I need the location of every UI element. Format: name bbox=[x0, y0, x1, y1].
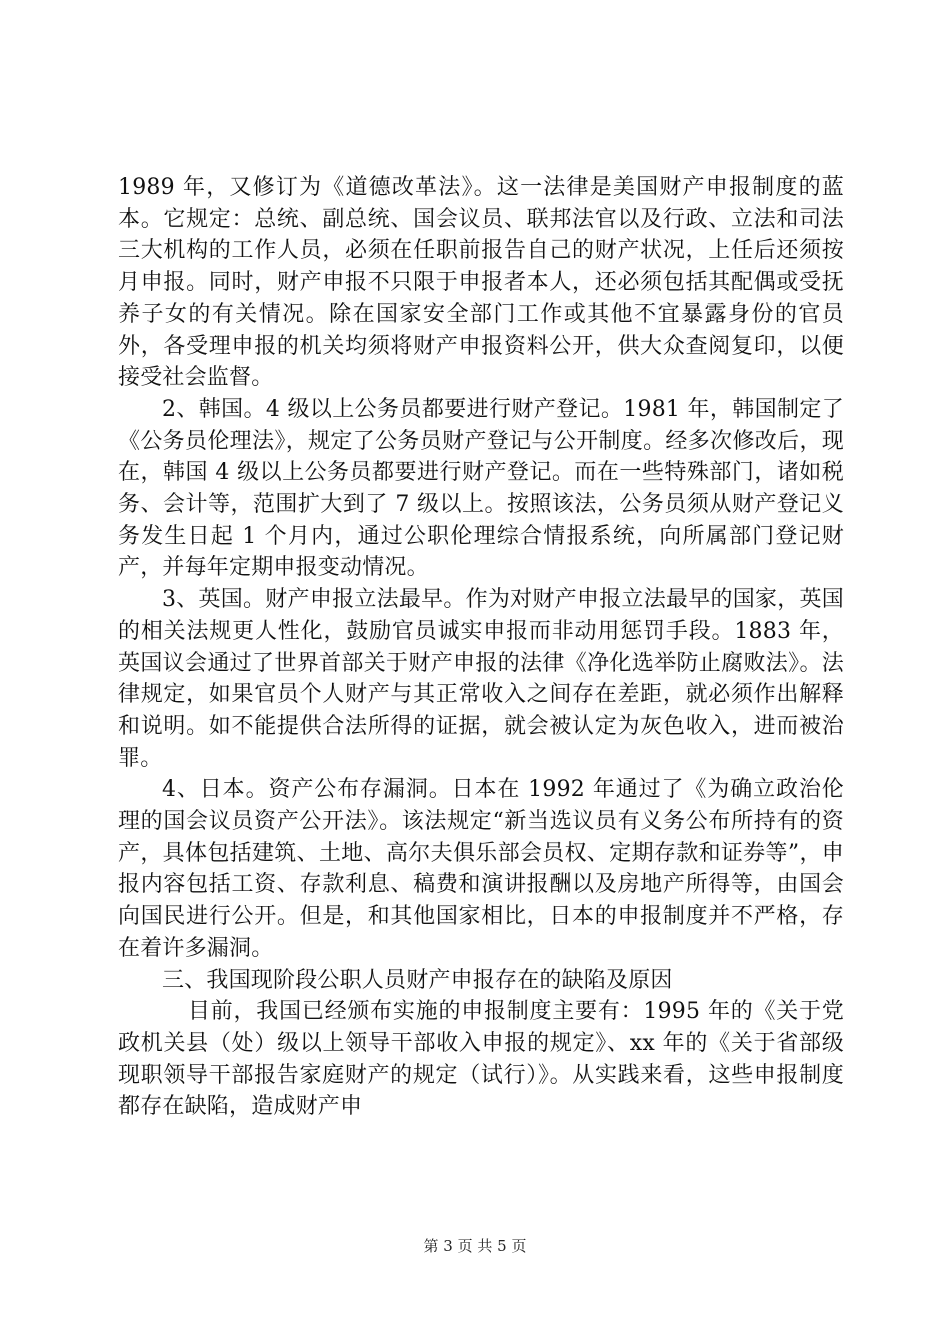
paragraph-korea: 2、韩国。4 级以上公务员都要进行财产登记。1981 年，韩国制定了《公务员伦理法》，规定了公务员财产登记与公开制度。经多次修改后，现在，韩国 4 级以上公务员都要进行财产登记。而在一些特殊部门，诸如税务、会计等，范围扩大到了 7 级以上。按照该法，公务员须从财产登记义务发生日起 1 个月内，通过公职伦理综合情报系统，向所属部门登记财产，并每年定期申报变动情况。 bbox=[118, 396, 844, 581]
paragraph-uk: 3、英国。财产申报立法最早。作为对财产申报立法最早的国家，英国的相关法规更人性化，鼓励官员诚实申报而非动用惩罚手段。1883 年，英国议会通过了世界首部关于财产申报的法律《净化选举防止腐败法》。法律规定，如果官员个人财产与其正常收入之间存在差距，就必须作出解释和说明。如不能提供合法所得的证据，就会被认定为灰色收入，进而被治罪。 bbox=[118, 587, 844, 771]
page-number-indicator: 第 3 页 共 5 页 bbox=[423, 1237, 527, 1255]
paragraph-japan: 4、日本。资产公布存漏洞。日本在 1992 年通过了《为确立政治伦理的国会议员资产公开法》。该法规定“新当选议员有义务公布所持有的资产，具体包括建筑、土地、高尔夫俱乐部会员权、定期存款和证券等”，申报内容包括工资、存款利息、稿费和演讲报酬以及房地产所得等，由国会向国民进行公开。但是，和其他国家相比，日本的申报制度并不严格，存在着许多漏洞。 bbox=[118, 777, 844, 961]
document-body bbox=[118, 172, 844, 1123]
paragraph-us-ethics-law: 1989 年，又修订为《道德改革法》。这一法律是美国财产申报制度的蓝本。它规定：总统、副总统、国会议员、联邦法官以及行政、立法和司法三大机构的工作人员，必须在任职前报告自己的财产状况，上任后还须按月申报。同时，财产申报不只限于申报者本人，还必须包括其配偶或受抚养子女的有关情况。除在国家安全部门工作或其他不宜暴露身份的官员外，各受理申报的机关均须将财产申报资料公开，供大众查阅复印，以便接受社会监督。 bbox=[118, 175, 844, 391]
paragraph-china-current: 目前，我国已经颁布实施的申报制度主要有：1995 年的《关于党政机关县（处）级以上领导干部收入申报的规定》、xx 年的《关于省部级现职领导干部报告家庭财产的规定（试行）》。从实践来看，这些申报制度都存在缺陷，造成财产申 bbox=[118, 999, 844, 1120]
section-heading-3: 三、我国现阶段公职人员财产申报存在的缺陷及原因 bbox=[162, 967, 673, 993]
page-footer bbox=[0, 1236, 950, 1256]
